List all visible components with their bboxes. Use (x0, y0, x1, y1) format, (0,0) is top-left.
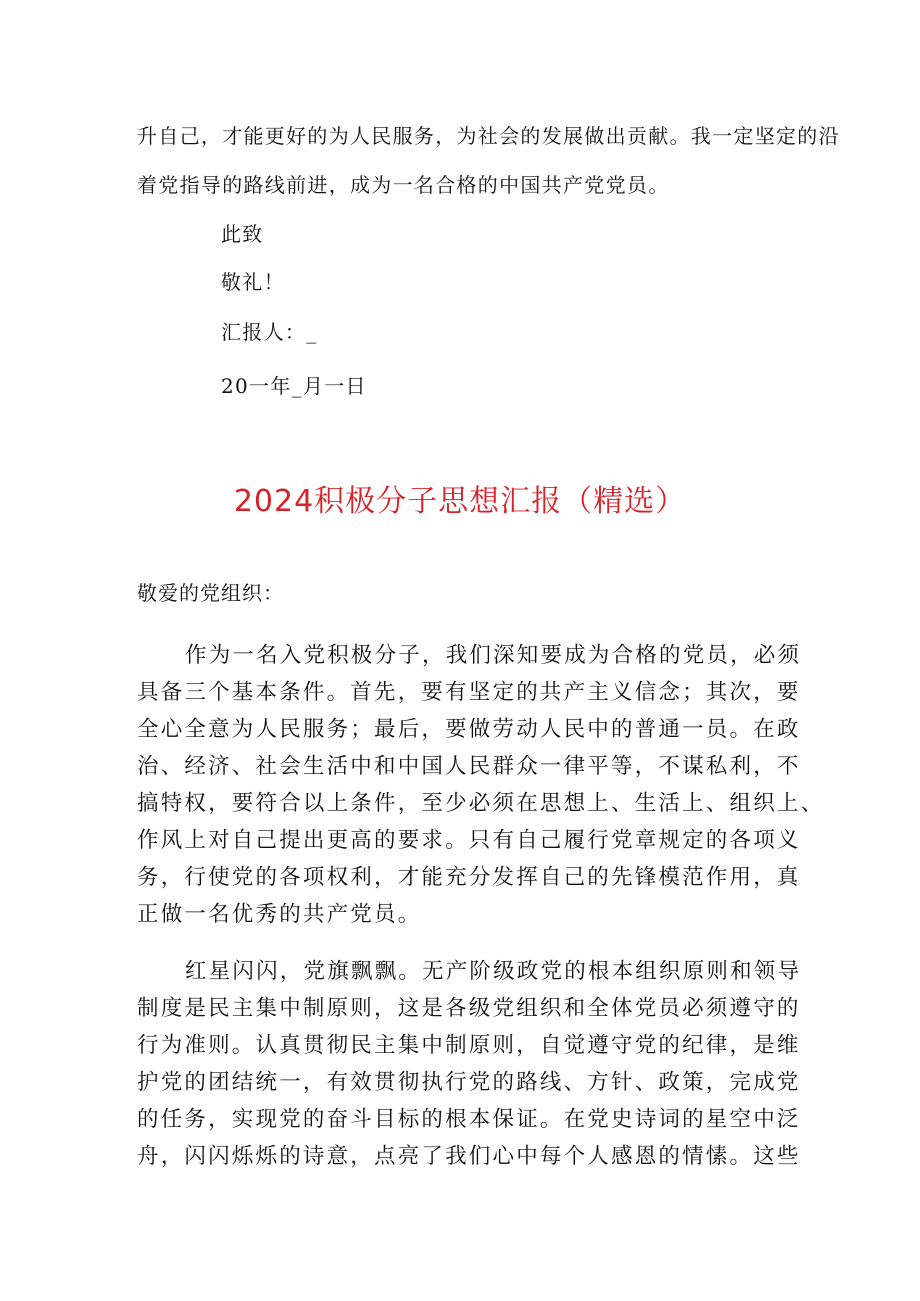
continuation-line-1: 升自己，才能更好的为人民服务，为社会的发展做出贡献。我一定坚定的沿 (137, 124, 840, 148)
paragraph-line: 治、经济、社会生活中和中国人民群众一律平等，不谋私利，不 (137, 754, 801, 779)
paragraph-line: 护党的团结统一，有效贯彻执行党的路线、方针、政策，完成党 (137, 1070, 801, 1095)
paragraph-line: 搞特权，要符合以上条件，至少必须在思想上、生活上、组织上、 (137, 791, 825, 816)
paragraph-line: 舟，闪闪烁烁的诗意，点亮了我们心中每个人感恩的情愫。这些 (137, 1144, 801, 1169)
paragraph-line: 全心全意为人民服务；最后，要做劳动人民中的普通一员。在政 (137, 717, 801, 742)
reporter-line: 汇报人：_ (221, 320, 318, 344)
paragraph-line: 制度是民主集中制原则，这是各级党组织和全体党员必须遵守的 (137, 996, 801, 1021)
closing-jing-li: 敬礼！ (221, 270, 285, 294)
paragraph-line: 具备三个基本条件。首先，要有坚定的共产主义信念；其次，要 (137, 680, 801, 705)
paragraph-line: 的任务，实现党的奋斗目标的根本保证。在党史诗词的星空中泛 (137, 1107, 801, 1132)
paragraph-line: 作为一名入党积极分子，我们深知要成为合格的党员，必须 (185, 643, 802, 668)
article-title: 2024积极分子思想汇报（精选） (233, 484, 687, 519)
paragraph-line: 正做一名优秀的共产党员。 (137, 902, 422, 927)
paragraph-line: 红星闪闪，党旗飘飘。无产阶级政党的根本组织原则和领导 (185, 959, 802, 984)
continuation-line-2: 着党指导的路线前进，成为一名合格的中国共产党党员。 (137, 173, 670, 197)
salutation: 敬爱的党组织： (137, 581, 284, 605)
date-line: 20一年_月一日 (221, 374, 367, 398)
paragraph-line: 务，行使党的各项权利，才能充分发挥自己的先锋模范作用，真 (137, 865, 801, 890)
paragraph-line: 行为准则。认真贯彻民主集中制原则，自觉遵守党的纪律，是维 (137, 1033, 801, 1058)
paragraph-1 (137, 637, 825, 933)
closing-ci-zhi: 此致 (221, 222, 264, 246)
paragraph-line: 作风上对自己提出更高的要求。只有自己履行党章规定的各项义 (137, 828, 801, 853)
paragraph-2 (137, 953, 802, 1175)
